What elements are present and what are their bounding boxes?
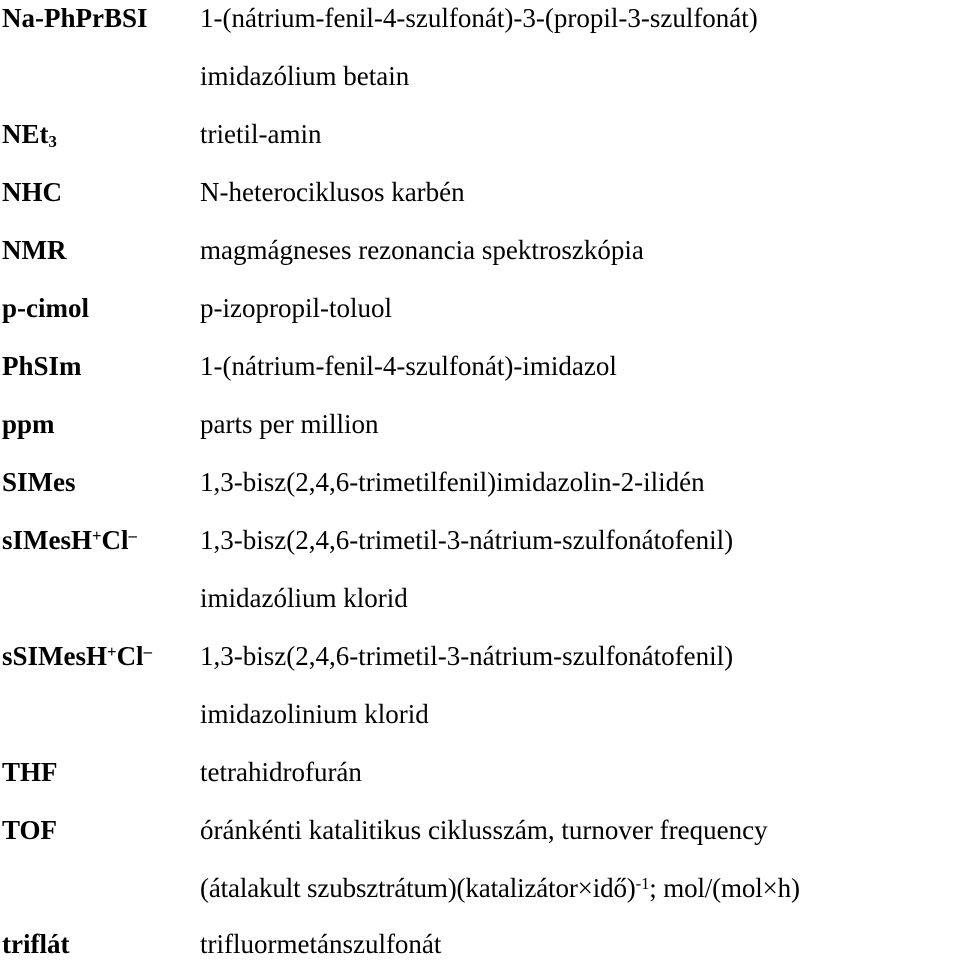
term-base: Cl (116, 641, 144, 671)
abbreviation-term: THF (2, 757, 58, 787)
term-subscript: 3 (48, 132, 57, 152)
abbreviation-term: Na-PhPrBSI (2, 3, 148, 33)
abbreviation-term: NMR (2, 235, 67, 265)
list-item-continuation (0, 580, 960, 620)
list-item (0, 926, 960, 966)
term-base: sSIMesH (2, 641, 108, 671)
term-base: Cl (101, 525, 129, 555)
abbreviation-term: TOF (2, 815, 58, 845)
term-superscript: – (128, 525, 137, 545)
abbreviation-term: NHC (2, 177, 62, 207)
abbreviation-definition: magmágneses rezonancia spektroszkópia (200, 235, 644, 265)
abbreviation-term: triflát (2, 929, 70, 959)
term-superscript: – (143, 641, 152, 661)
term-base: sIMesH (2, 525, 92, 555)
term-superscript: + (107, 641, 117, 661)
list-item (0, 754, 960, 794)
abbreviation-definition: trietil-amin (200, 119, 322, 149)
list-item (0, 116, 960, 156)
list-item (0, 812, 960, 852)
abbreviation-definition: N-heterociklusos karbén (200, 177, 465, 207)
list-item (0, 638, 960, 678)
abbreviation-definition: 1,3-bisz(2,4,6-trimetil-3-nátrium-szulfonátofenil) (200, 525, 734, 555)
definition-text: (átalakult szubsztrátum)(katalizátor×idő) (200, 873, 636, 903)
abbreviation-term (2, 116, 57, 156)
list-item-continuation (0, 696, 960, 736)
list-item-continuation (0, 58, 960, 98)
list-item (0, 174, 960, 214)
abbreviation-definition: 1,3-bisz(2,4,6-trimetil-3-nátrium-szulfonátofenil) (200, 641, 734, 671)
abbreviation-term: ppm (2, 409, 55, 439)
list-item (0, 232, 960, 272)
abbreviation-term: p-cimol (2, 293, 89, 323)
abbreviation-definition: trifluormetánszulfonát (200, 929, 442, 959)
abbreviation-definition: 1-(nátrium-fenil-4-szulfonát)-imidazol (200, 351, 617, 381)
list-item (0, 522, 960, 562)
abbreviation-definition (200, 870, 800, 910)
definition-superscript: -1 (635, 873, 650, 893)
abbreviation-term (2, 638, 152, 678)
term-base: NEt (2, 119, 49, 149)
abbreviation-definition: 1-(nátrium-fenil-4-szulfonát)-3-(propil-3-szulfonát) (200, 3, 758, 33)
list-item (0, 290, 960, 330)
abbreviation-definition: óránkénti katalitikus ciklusszám, turnover frequency (200, 815, 768, 845)
list-item (0, 406, 960, 446)
abbreviation-definition: imidazólium betain (200, 61, 410, 91)
list-item (0, 464, 960, 504)
term-superscript: + (92, 525, 102, 545)
abbreviation-definition: p-izopropil-toluol (200, 293, 392, 323)
abbreviation-definition: tetrahidrofurán (200, 757, 362, 787)
abbreviation-definition: imidazolinium klorid (200, 699, 429, 729)
list-item (0, 348, 960, 388)
definition-text: ; mol/(mol×h) (649, 873, 800, 903)
abbreviation-term (2, 522, 137, 562)
abbreviation-term: PhSIm (2, 351, 82, 381)
list-item-continuation (0, 870, 960, 910)
abbreviation-definition: 1,3-bisz(2,4,6-trimetilfenil)imidazolin-2-ilidén (200, 467, 705, 497)
abbreviation-definition: imidazólium klorid (200, 583, 408, 613)
abbreviation-term: SIMes (2, 467, 76, 497)
abbreviation-definition: parts per million (200, 409, 379, 439)
list-item (0, 0, 960, 40)
